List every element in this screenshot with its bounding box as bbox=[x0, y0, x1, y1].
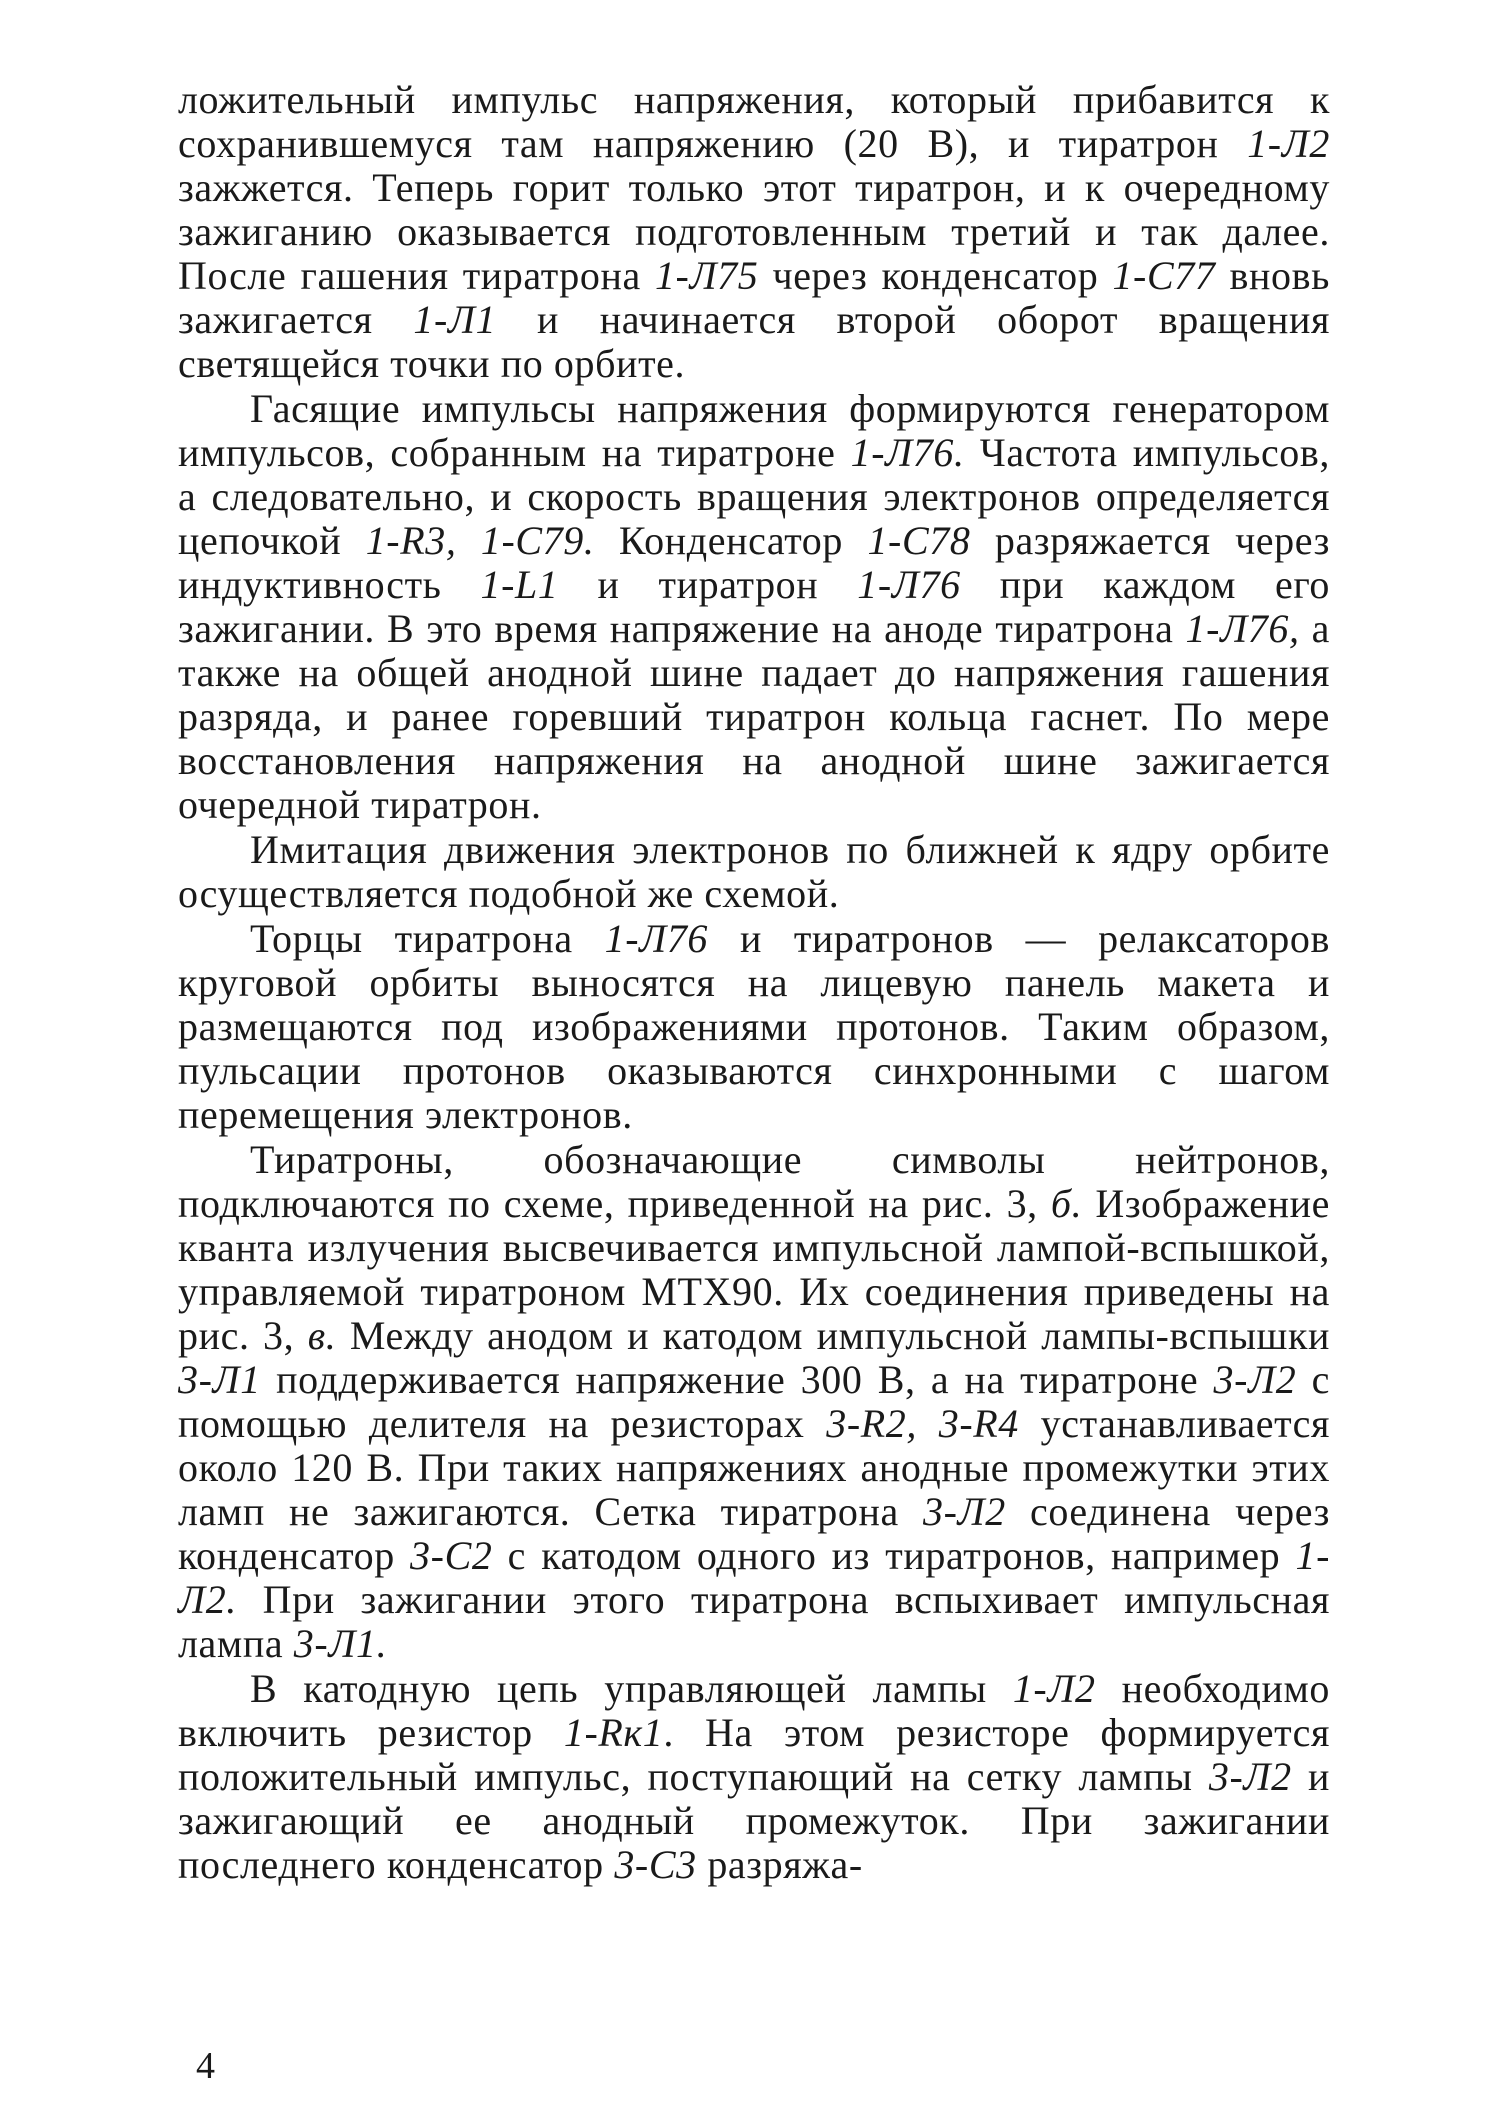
italic-segment: 3-С2 bbox=[410, 1533, 493, 1578]
text-segment: и зажигающий ее анодный промежуток. При зажигании последнего конденсатор bbox=[178, 1754, 1330, 1887]
text-segment: и тиратрон bbox=[558, 562, 858, 607]
italic-segment: 1-Л76 bbox=[604, 916, 709, 961]
italic-segment: 1-Л76, bbox=[1185, 606, 1300, 651]
italic-segment: 1-L1 bbox=[480, 562, 559, 607]
italic-segment: 1-Л75 bbox=[654, 253, 759, 298]
text-segment: зажжется. Теперь горит только этот тиратрон, и к очередному зажиганию оказывается подготовленным третий и так далее. После гашения тиратрона bbox=[178, 165, 1330, 298]
italic-segment: 1-С78 bbox=[867, 518, 971, 563]
text-segment: Изображение кванта излучения высвечивается импульсной лампой-вспышкой, управляемой тиратроном МТХ90. Их соединения приведены на рис. 3, bbox=[178, 1181, 1330, 1358]
paragraph-6 bbox=[178, 1667, 1330, 1887]
text-segment: поддерживается напряжение 300 В, а на тиратроне bbox=[260, 1357, 1214, 1402]
text-segment: Имитация движения электронов по ближней к ядру орбите осуществляется подобной же схемой. bbox=[178, 827, 1330, 916]
italic-segment: 3-Л2 bbox=[1213, 1357, 1297, 1402]
italic-segment: 1-Л2 bbox=[1247, 121, 1330, 166]
text-segment: При зажигании этого тиратрона вспыхивает импульсная лампа bbox=[178, 1577, 1330, 1666]
text-segment: а также на общей анодной шине падает до напряжения гашения разряда, и ранее горевший тиратрон кольца гаснет. По мере восстановления напряжения на анодной шине зажигается очередной тиратрон. bbox=[178, 606, 1330, 827]
text-segment: с помощью делителя на резисторах bbox=[178, 1357, 1330, 1446]
text-segment: и тиратронов — релаксаторов круговой орбиты выносятся на лицевую панель макета и размещаются под изображениями протонов. Таким образом, пульсации протонов оказываются синхронными с шагом перемещения электронов. bbox=[178, 916, 1330, 1137]
text-segment: и начинается второй оборот вращения светящейся точки по орбите. bbox=[178, 297, 1331, 386]
text-segment: Торцы тиратрона bbox=[250, 916, 605, 961]
italic-segment: 3-Л1. bbox=[293, 1621, 388, 1666]
italic-segment: б. bbox=[1050, 1181, 1083, 1226]
italic-segment: 3-Л1 bbox=[178, 1357, 261, 1402]
text-segment: при каждом его зажигании. В это время напряжение на аноде тиратрона bbox=[178, 562, 1330, 651]
italic-segment: 1-R3, 1-С79. bbox=[365, 518, 595, 563]
text-segment: Частота импульсов, а следовательно, и скорость вращения электронов определяется цепочкой bbox=[178, 430, 1330, 563]
paragraph-5 bbox=[178, 1138, 1330, 1666]
italic-segment: 3-Л2 bbox=[922, 1489, 1006, 1534]
italic-segment: 3-Л2 bbox=[1208, 1754, 1292, 1799]
text-segment: Гасящие импульсы напряжения формируются генератором импульсов, собранным на тиратроне bbox=[178, 386, 1330, 475]
paragraph-2 bbox=[178, 387, 1330, 827]
text-segment: устанавливается около 120 В. При таких напряжениях анодные промежутки этих ламп не зажигаются. Сетка тиратрона bbox=[178, 1401, 1331, 1534]
text-segment: необходимо включить резистор bbox=[178, 1666, 1330, 1755]
italic-segment: 1-С77 bbox=[1112, 253, 1216, 298]
italic-segment: 1-R bbox=[563, 1710, 624, 1755]
text-segment: Между анодом и катодом импульсной лампы-вспышки bbox=[336, 1313, 1330, 1358]
page-number: 4 bbox=[196, 2045, 215, 2087]
paragraph-1 bbox=[178, 78, 1330, 386]
italic-segment: 1-Л1 bbox=[413, 297, 497, 342]
italic-segment: 1-Л2. bbox=[178, 1533, 1331, 1622]
text-segment: разряжа- bbox=[696, 1842, 863, 1887]
italic-segment: к1 bbox=[623, 1710, 664, 1755]
text-segment: Конденсатор bbox=[594, 518, 868, 563]
page-body bbox=[178, 78, 1330, 1887]
text-segment: с катодом одного из тиратронов, например bbox=[492, 1533, 1296, 1578]
text-segment: вновь зажигается bbox=[178, 253, 1330, 342]
paragraph-3 bbox=[178, 828, 1330, 916]
text-segment: В катодную цепь управляющей лампы bbox=[250, 1666, 1013, 1711]
text-segment: разряжается через индуктивность bbox=[178, 518, 1331, 607]
italic-segment: 1-Л2 bbox=[1012, 1666, 1096, 1711]
paragraph-4 bbox=[178, 917, 1330, 1137]
text-segment: . На этом резисторе формируется положительный импульс, поступающий на сетку лампы bbox=[178, 1710, 1330, 1799]
text-segment: соединена через конденсатор bbox=[178, 1489, 1330, 1578]
italic-segment: 1-Л76. bbox=[850, 430, 965, 475]
italic-segment: в. bbox=[307, 1313, 337, 1358]
italic-segment: 3-R2, 3-R4 bbox=[826, 1401, 1019, 1446]
italic-segment: 3-С3 bbox=[614, 1842, 697, 1887]
text-segment: через конденсатор bbox=[758, 253, 1113, 298]
italic-segment: 1-Л76 bbox=[857, 562, 961, 607]
text-segment: Тиратроны, обозначающие символы нейтронов, подключаются по схеме, приведенной на рис. 3, bbox=[178, 1137, 1330, 1226]
text-segment: ложительный импульс напряжения, который прибавится к сохранившемуся там напряжению (20 В), и тиратрон bbox=[178, 77, 1330, 166]
